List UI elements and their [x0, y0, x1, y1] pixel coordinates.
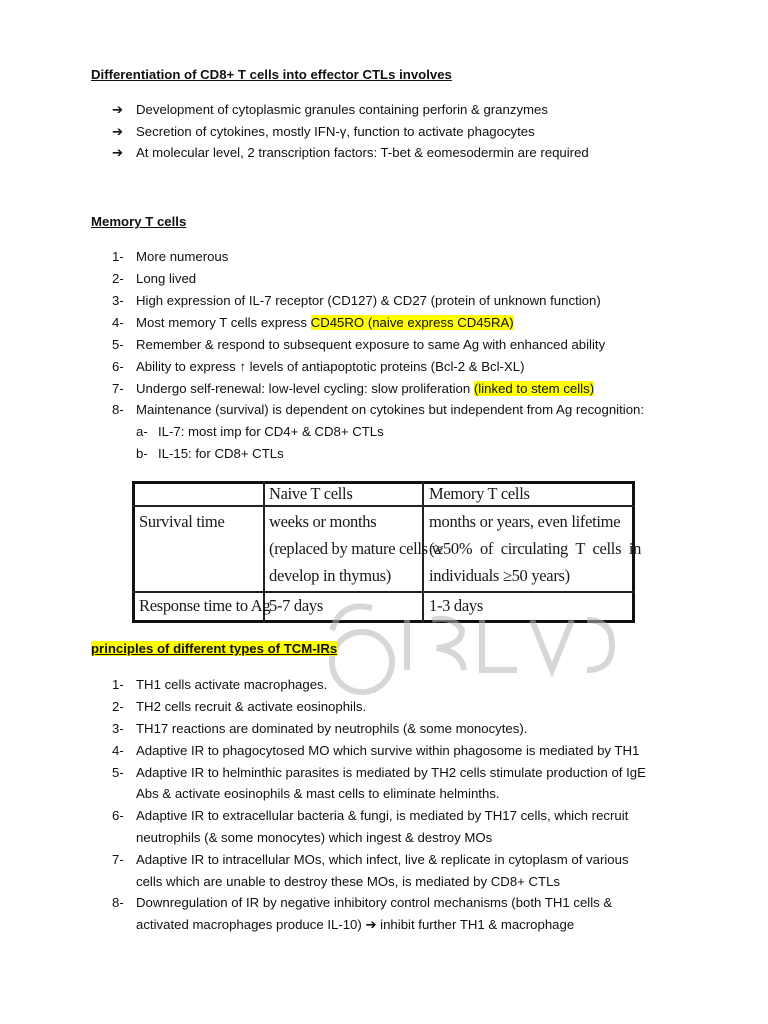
- list-item: 2- Long lived: [112, 271, 197, 286]
- sub-list-item: a- IL-7: most imp for CD4+ & CD8+ CTLs: [136, 424, 384, 439]
- sub-list-item: b- IL-15: for CD8+ CTLs: [136, 446, 284, 461]
- list-item: 3- High expression of IL-7 receptor (CD127) & CD27 (protein of unknown function): [112, 293, 601, 308]
- table-cell: 1-3 days: [429, 596, 483, 615]
- list-item: 6- Adaptive IR to extracellular bacteria & fungi, is mediated by TH17 cells, which recruit: [112, 808, 629, 823]
- list-item: 8- Maintenance (survival) is dependent on cytokines but independent from Ag recognition:: [112, 402, 645, 417]
- list-item: 8- Downregulation of IR by negative inhibitory control mechanisms (both TH1 cells &: [112, 895, 613, 910]
- list-item: ➔ Development of cytoplasmic granules containing perforin & granzymes: [112, 102, 548, 117]
- list-item: 7- Adaptive IR to intracellular MOs, which infect, live & replicate in cytoplasm of various: [112, 852, 629, 867]
- table-cell: 5-7 days: [269, 596, 323, 615]
- table-cell: (replaced by mature cells w: [269, 539, 444, 558]
- list-item: ➔ Secretion of cytokines, mostly IFN-γ, function to activate phagocytes: [112, 124, 535, 139]
- list-item: 2- TH2 cells recruit & activate eosinophils.: [112, 699, 367, 714]
- section-heading-memory-t-cells: Memory T cells: [91, 214, 187, 229]
- table-cell: develop in thymus): [269, 566, 391, 585]
- list-item-continuation: Abs & activate eosinophils & mast cells to eliminate helminths.: [136, 786, 500, 801]
- arrow-icon: ➔: [112, 145, 124, 160]
- list-item: 4- Most memory T cells express CD45RO (naive express CD45RA): [112, 315, 514, 330]
- table-border: [132, 481, 135, 623]
- list-item-continuation: cells which are unable to destroy these MOs, is mediated by CD8+ CTLs: [136, 874, 561, 889]
- highlighted-text: (linked to stem cells): [473, 381, 595, 396]
- table-row-label: Survival time: [139, 512, 225, 531]
- list-item-continuation: activated macrophages produce IL-10) ➔ inhibit further TH1 & macrophage: [136, 917, 575, 932]
- list-item: 1- TH1 cells activate macrophages.: [112, 677, 328, 692]
- table-divider: [132, 505, 635, 507]
- list-item: ➔ At molecular level, 2 transcription factors: T-bet & eomesodermin are required: [112, 145, 589, 160]
- table-row-label: Response time to Ag: [139, 596, 271, 615]
- table-cell: (≥50% of circulating T cells in: [429, 539, 642, 558]
- highlighted-text: CD45RO (naive express CD45RA): [310, 315, 514, 330]
- arrow-icon: ➔: [112, 124, 124, 139]
- table-cell: weeks or months: [269, 512, 377, 531]
- arrow-icon: ➔: [112, 102, 124, 117]
- list-item: 6- Ability to express ↑ levels of antiapoptotic proteins (Bcl-2 & Bcl-XL): [112, 359, 525, 374]
- section-heading-cd8-differentiation: Differentiation of CD8+ T cells into effector CTLs involves: [91, 67, 452, 82]
- section-heading-tcm-irs: principles of different types of TCM-IRs: [91, 641, 338, 656]
- list-item-continuation: neutrophils (& some monocytes) which ingest & destroy MOs: [136, 830, 493, 845]
- table-header-memory: Memory T cells: [429, 484, 530, 503]
- table-border: [132, 620, 635, 623]
- list-item: 5- Adaptive IR to helminthic parasites is mediated by TH2 cells stimulate production of IgE: [112, 765, 646, 780]
- table-border: [132, 481, 635, 484]
- comparison-table: [132, 481, 642, 623]
- list-item: 7- Undergo self-renewal: low-level cycling: slow proliferation (linked to stem cells): [112, 381, 595, 396]
- table-header-naive: Naive T cells: [269, 484, 353, 503]
- table-cell: months or years, even lifetime: [429, 512, 621, 531]
- table-cell: individuals ≥50 years): [429, 566, 570, 585]
- list-item: 1- More numerous: [112, 249, 229, 264]
- list-item: 3- TH17 reactions are dominated by neutrophils (& some monocytes).: [112, 721, 528, 736]
- list-item: 5- Remember & respond to subsequent exposure to same Ag with enhanced ability: [112, 337, 606, 352]
- list-item: 4- Adaptive IR to phagocytosed MO which survive within phagosome is mediated by TH1: [112, 743, 640, 758]
